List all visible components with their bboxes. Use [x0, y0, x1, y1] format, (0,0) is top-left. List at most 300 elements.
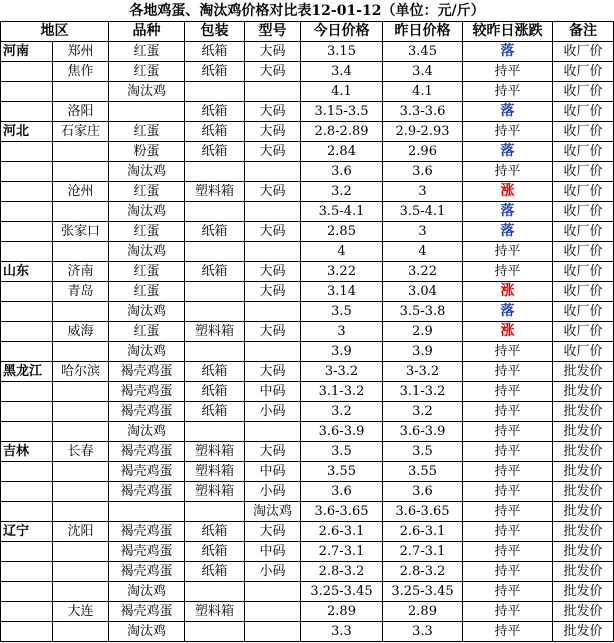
change-cell: 涨	[463, 182, 553, 202]
yesterday-price-cell: 2.96	[383, 142, 463, 162]
remark-cell: 批发价	[553, 522, 614, 542]
remark-cell: 批发价	[553, 502, 614, 522]
packaging-cell	[185, 622, 245, 642]
size-cell: 大码	[245, 362, 301, 382]
size-cell: 中码	[245, 382, 301, 402]
city-cell	[53, 402, 109, 422]
packaging-cell: 塑料箱	[185, 602, 245, 622]
remark-cell: 批发价	[553, 402, 614, 422]
variety-cell: 褐壳鸡蛋	[109, 562, 185, 582]
variety-cell: 褐壳鸡蛋	[109, 402, 185, 422]
size-cell	[245, 162, 301, 182]
remark-cell: 批发价	[553, 422, 614, 442]
variety-cell: 红蛋	[109, 262, 185, 282]
variety-cell: 淘汰鸡	[109, 582, 185, 602]
variety-cell	[109, 502, 185, 522]
remark-cell: 收厂价	[553, 242, 614, 262]
change-cell: 持平	[463, 542, 553, 562]
yesterday-price-cell: 2.6-3.1	[383, 522, 463, 542]
change-cell: 持平	[463, 562, 553, 582]
remark-cell: 收厂价	[553, 42, 614, 62]
size-cell: 淘汰鸡	[245, 502, 301, 522]
change-cell: 持平	[463, 602, 553, 622]
today-price-cell: 3.5	[301, 302, 383, 322]
yesterday-price-cell: 3.5	[383, 442, 463, 462]
change-cell: 持平	[463, 162, 553, 182]
variety-cell: 红蛋	[109, 62, 185, 82]
today-price-cell: 3.22	[301, 262, 383, 282]
city-cell: 石家庄	[53, 122, 109, 142]
header-row	[1, 22, 614, 42]
variety-cell: 褐壳鸡蛋	[109, 382, 185, 402]
size-cell: 大码	[245, 62, 301, 82]
city-cell: 沈阳	[53, 522, 109, 542]
table-row	[1, 102, 614, 122]
yesterday-price-cell: 2.8-3.2	[383, 562, 463, 582]
yesterday-price-cell: 2.7-3.1	[383, 542, 463, 562]
size-cell: 大码	[245, 142, 301, 162]
packaging-cell	[185, 202, 245, 222]
city-cell	[53, 622, 109, 642]
today-price-cell: 3.15-3.5	[301, 102, 383, 122]
yesterday-price-cell: 3.22	[383, 262, 463, 282]
header-yesterday-price: 昨日价格	[383, 22, 463, 42]
size-cell	[245, 202, 301, 222]
city-cell: 济南	[53, 262, 109, 282]
variety-cell: 红蛋	[109, 42, 185, 62]
city-cell	[53, 162, 109, 182]
packaging-cell: 塑料箱	[185, 442, 245, 462]
table-row	[1, 582, 614, 602]
today-price-cell: 3.2	[301, 402, 383, 422]
yesterday-price-cell: 3.9	[383, 342, 463, 362]
yesterday-price-cell: 3	[383, 182, 463, 202]
province-cell	[1, 302, 53, 322]
table-row	[1, 442, 614, 462]
size-cell	[245, 422, 301, 442]
table-row	[1, 542, 614, 562]
today-price-cell: 3.25-3.45	[301, 582, 383, 602]
packaging-cell: 纸箱	[185, 542, 245, 562]
province-cell	[1, 422, 53, 442]
table-row	[1, 42, 614, 62]
table-row	[1, 462, 614, 482]
today-price-cell: 2.8-2.89	[301, 122, 383, 142]
variety-cell: 淘汰鸡	[109, 622, 185, 642]
packaging-cell: 纸箱	[185, 102, 245, 122]
header-variety: 品种	[109, 22, 185, 42]
remark-cell: 批发价	[553, 622, 614, 642]
packaging-cell	[185, 582, 245, 602]
today-price-cell: 3.55	[301, 462, 383, 482]
size-cell	[245, 302, 301, 322]
remark-cell: 批发价	[553, 462, 614, 482]
remark-cell: 批发价	[553, 482, 614, 502]
change-cell: 持平	[463, 362, 553, 382]
province-cell	[1, 162, 53, 182]
today-price-cell: 3.4	[301, 62, 383, 82]
table-row	[1, 602, 614, 622]
change-cell: 持平	[463, 462, 553, 482]
yesterday-price-cell: 3.2	[383, 402, 463, 422]
yesterday-price-cell: 3.6-3.65	[383, 502, 463, 522]
table-row	[1, 282, 614, 302]
today-price-cell: 3.14	[301, 282, 383, 302]
remark-cell: 收厂价	[553, 82, 614, 102]
packaging-cell: 纸箱	[185, 362, 245, 382]
province-cell: 河南	[1, 42, 53, 62]
table-row	[1, 322, 614, 342]
yesterday-price-cell: 3.1-3.2	[383, 382, 463, 402]
change-cell: 持平	[463, 242, 553, 262]
today-price-cell: 2.7-3.1	[301, 542, 383, 562]
today-price-cell: 4.1	[301, 82, 383, 102]
size-cell: 小码	[245, 562, 301, 582]
variety-cell	[109, 102, 185, 122]
yesterday-price-cell: 2.9	[383, 322, 463, 342]
yesterday-price-cell: 3.25-3.45	[383, 582, 463, 602]
size-cell	[245, 622, 301, 642]
packaging-cell: 纸箱	[185, 62, 245, 82]
size-cell: 大码	[245, 262, 301, 282]
size-cell: 小码	[245, 402, 301, 422]
change-cell: 落	[463, 222, 553, 242]
remark-cell: 收厂价	[553, 142, 614, 162]
variety-cell: 褐壳鸡蛋	[109, 602, 185, 622]
today-price-cell: 2.6-3.1	[301, 522, 383, 542]
province-cell	[1, 562, 53, 582]
province-cell: 山东	[1, 262, 53, 282]
variety-cell: 红蛋	[109, 322, 185, 342]
table-row	[1, 382, 614, 402]
variety-cell: 淘汰鸡	[109, 82, 185, 102]
packaging-cell: 纸箱	[185, 122, 245, 142]
size-cell: 大码	[245, 282, 301, 302]
packaging-cell: 纸箱	[185, 402, 245, 422]
today-price-cell: 3.5-4.1	[301, 202, 383, 222]
yesterday-price-cell: 3.55	[383, 462, 463, 482]
size-cell: 小码	[245, 482, 301, 502]
size-cell: 大码	[245, 442, 301, 462]
province-cell: 河北	[1, 122, 53, 142]
yesterday-price-cell: 3.5-4.1	[383, 202, 463, 222]
packaging-cell	[185, 282, 245, 302]
change-cell: 持平	[463, 502, 553, 522]
yesterday-price-cell: 3.04	[383, 282, 463, 302]
remark-cell: 收厂价	[553, 302, 614, 322]
yesterday-price-cell: 3.3	[383, 622, 463, 642]
remark-cell: 批发价	[553, 602, 614, 622]
packaging-cell	[185, 502, 245, 522]
remark-cell: 收厂价	[553, 62, 614, 82]
table-row	[1, 362, 614, 382]
header-remark: 备注	[553, 22, 614, 42]
province-cell	[1, 342, 53, 362]
table-row	[1, 122, 614, 142]
province-cell	[1, 502, 53, 522]
change-cell: 持平	[463, 422, 553, 442]
city-cell	[53, 422, 109, 442]
remark-cell: 批发价	[553, 382, 614, 402]
today-price-cell: 3.6	[301, 162, 383, 182]
yesterday-price-cell: 3	[383, 222, 463, 242]
change-cell: 持平	[463, 402, 553, 422]
variety-cell: 淘汰鸡	[109, 342, 185, 362]
remark-cell: 批发价	[553, 562, 614, 582]
remark-cell: 收厂价	[553, 182, 614, 202]
change-cell: 持平	[463, 522, 553, 542]
packaging-cell: 塑料箱	[185, 182, 245, 202]
yesterday-price-cell: 3.6	[383, 482, 463, 502]
variety-cell: 褐壳鸡蛋	[109, 442, 185, 462]
city-cell: 威海	[53, 322, 109, 342]
packaging-cell: 纸箱	[185, 42, 245, 62]
province-cell: 吉林	[1, 442, 53, 462]
city-cell	[53, 582, 109, 602]
province-cell	[1, 482, 53, 502]
today-price-cell: 3.6	[301, 482, 383, 502]
price-table	[0, 21, 614, 642]
table-row	[1, 182, 614, 202]
size-cell	[245, 602, 301, 622]
city-cell	[53, 342, 109, 362]
today-price-cell: 3-3.2	[301, 362, 383, 382]
today-price-cell: 3.6-3.9	[301, 422, 383, 442]
province-cell	[1, 82, 53, 102]
remark-cell: 批发价	[553, 362, 614, 382]
change-cell: 持平	[463, 442, 553, 462]
yesterday-price-cell: 2.9-2.93	[383, 122, 463, 142]
city-cell	[53, 462, 109, 482]
today-price-cell: 3.2	[301, 182, 383, 202]
variety-cell: 褐壳鸡蛋	[109, 542, 185, 562]
province-cell	[1, 402, 53, 422]
variety-cell: 红蛋	[109, 282, 185, 302]
yesterday-price-cell: 3.3-3.6	[383, 102, 463, 122]
change-cell: 持平	[463, 62, 553, 82]
table-row	[1, 342, 614, 362]
city-cell: 哈尔滨	[53, 362, 109, 382]
city-cell: 青岛	[53, 282, 109, 302]
today-price-cell: 3.15	[301, 42, 383, 62]
province-cell	[1, 462, 53, 482]
city-cell: 郑州	[53, 42, 109, 62]
city-cell	[53, 202, 109, 222]
city-cell	[53, 482, 109, 502]
variety-cell: 褐壳鸡蛋	[109, 482, 185, 502]
change-cell: 持平	[463, 342, 553, 362]
size-cell: 中码	[245, 542, 301, 562]
size-cell: 大码	[245, 222, 301, 242]
city-cell	[53, 502, 109, 522]
packaging-cell: 纸箱	[185, 222, 245, 242]
yesterday-price-cell: 3.5-3.8	[383, 302, 463, 322]
size-cell: 中码	[245, 462, 301, 482]
table-row	[1, 622, 614, 642]
province-cell	[1, 622, 53, 642]
remark-cell: 收厂价	[553, 342, 614, 362]
today-price-cell: 3.3	[301, 622, 383, 642]
remark-cell: 收厂价	[553, 322, 614, 342]
table-row	[1, 142, 614, 162]
size-cell	[245, 82, 301, 102]
remark-cell: 收厂价	[553, 122, 614, 142]
city-cell	[53, 242, 109, 262]
yesterday-price-cell: 3-3.2	[383, 362, 463, 382]
city-cell	[53, 542, 109, 562]
change-cell: 持平	[463, 122, 553, 142]
packaging-cell	[185, 302, 245, 322]
size-cell: 大码	[245, 322, 301, 342]
variety-cell: 褐壳鸡蛋	[109, 522, 185, 542]
today-price-cell: 3.9	[301, 342, 383, 362]
today-price-cell: 3.5	[301, 442, 383, 462]
packaging-cell: 纸箱	[185, 262, 245, 282]
table-row	[1, 522, 614, 542]
header-region: 地区	[1, 22, 109, 42]
variety-cell: 红蛋	[109, 222, 185, 242]
city-cell: 沧州	[53, 182, 109, 202]
packaging-cell: 纸箱	[185, 142, 245, 162]
today-price-cell: 3	[301, 322, 383, 342]
remark-cell: 收厂价	[553, 162, 614, 182]
yesterday-price-cell: 3.45	[383, 42, 463, 62]
province-cell	[1, 322, 53, 342]
packaging-cell: 纸箱	[185, 562, 245, 582]
change-cell: 落	[463, 302, 553, 322]
packaging-cell: 纸箱	[185, 382, 245, 402]
province-cell	[1, 542, 53, 562]
packaging-cell	[185, 342, 245, 362]
packaging-cell	[185, 82, 245, 102]
header-packaging: 包装	[185, 22, 245, 42]
change-cell: 涨	[463, 282, 553, 302]
change-cell: 持平	[463, 582, 553, 602]
province-cell: 黑龙江	[1, 362, 53, 382]
province-cell	[1, 282, 53, 302]
size-cell: 大码	[245, 102, 301, 122]
remark-cell: 批发价	[553, 582, 614, 602]
today-price-cell: 2.8-3.2	[301, 562, 383, 582]
city-cell: 长春	[53, 442, 109, 462]
table-row	[1, 502, 614, 522]
province-cell	[1, 202, 53, 222]
packaging-cell: 塑料箱	[185, 462, 245, 482]
city-cell	[53, 82, 109, 102]
packaging-cell	[185, 162, 245, 182]
variety-cell: 红蛋	[109, 182, 185, 202]
variety-cell: 粉蛋	[109, 142, 185, 162]
today-price-cell: 2.85	[301, 222, 383, 242]
header-size: 型号	[245, 22, 301, 42]
variety-cell: 红蛋	[109, 122, 185, 142]
province-cell	[1, 222, 53, 242]
today-price-cell: 2.89	[301, 602, 383, 622]
change-cell: 涨	[463, 322, 553, 342]
province-cell: 辽宁	[1, 522, 53, 542]
table-row	[1, 302, 614, 322]
change-cell: 持平	[463, 262, 553, 282]
province-cell	[1, 602, 53, 622]
header-change: 较昨日涨跌	[463, 22, 553, 42]
table-row	[1, 402, 614, 422]
size-cell: 大码	[245, 522, 301, 542]
remark-cell: 收厂价	[553, 282, 614, 302]
variety-cell: 淘汰鸡	[109, 302, 185, 322]
remark-cell: 收厂价	[553, 222, 614, 242]
header-today-price: 今日价格	[301, 22, 383, 42]
size-cell	[245, 342, 301, 362]
size-cell	[245, 242, 301, 262]
table-row	[1, 62, 614, 82]
city-cell	[53, 142, 109, 162]
table-row	[1, 482, 614, 502]
size-cell: 大码	[245, 42, 301, 62]
yesterday-price-cell: 4.1	[383, 82, 463, 102]
variety-cell: 褐壳鸡蛋	[109, 462, 185, 482]
province-cell	[1, 582, 53, 602]
province-cell	[1, 142, 53, 162]
province-cell	[1, 382, 53, 402]
variety-cell: 淘汰鸡	[109, 422, 185, 442]
change-cell: 持平	[463, 482, 553, 502]
variety-cell: 淘汰鸡	[109, 162, 185, 182]
province-cell	[1, 242, 53, 262]
change-cell: 落	[463, 142, 553, 162]
city-cell: 焦作	[53, 62, 109, 82]
city-cell	[53, 562, 109, 582]
yesterday-price-cell: 3.6-3.9	[383, 422, 463, 442]
table-row	[1, 222, 614, 242]
packaging-cell: 塑料箱	[185, 322, 245, 342]
packaging-cell	[185, 422, 245, 442]
yesterday-price-cell: 3.4	[383, 62, 463, 82]
city-cell: 洛阳	[53, 102, 109, 122]
table-row	[1, 202, 614, 222]
size-cell: 大码	[245, 182, 301, 202]
table-row	[1, 162, 614, 182]
variety-cell: 褐壳鸡蛋	[109, 362, 185, 382]
today-price-cell: 3.6-3.65	[301, 502, 383, 522]
change-cell: 持平	[463, 82, 553, 102]
packaging-cell: 塑料箱	[185, 482, 245, 502]
table-row	[1, 262, 614, 282]
change-cell: 落	[463, 202, 553, 222]
province-cell	[1, 62, 53, 82]
variety-cell: 淘汰鸡	[109, 202, 185, 222]
table-row	[1, 242, 614, 262]
change-cell: 落	[463, 102, 553, 122]
remark-cell: 收厂价	[553, 262, 614, 282]
city-cell	[53, 302, 109, 322]
city-cell: 大连	[53, 602, 109, 622]
remark-cell: 批发价	[553, 442, 614, 462]
change-cell: 持平	[463, 622, 553, 642]
table-title: 各地鸡蛋、淘汰鸡价格对比表12-01-12（单位：元/斤）	[129, 3, 485, 19]
city-cell: 张家口	[53, 222, 109, 242]
packaging-cell	[185, 242, 245, 262]
size-cell: 大码	[245, 122, 301, 142]
table-row	[1, 422, 614, 442]
remark-cell: 收厂价	[553, 202, 614, 222]
table-row	[1, 562, 614, 582]
city-cell	[53, 382, 109, 402]
yesterday-price-cell: 4	[383, 242, 463, 262]
remark-cell: 收厂价	[553, 102, 614, 122]
size-cell	[245, 582, 301, 602]
yesterday-price-cell: 3.6	[383, 162, 463, 182]
table-row	[1, 82, 614, 102]
